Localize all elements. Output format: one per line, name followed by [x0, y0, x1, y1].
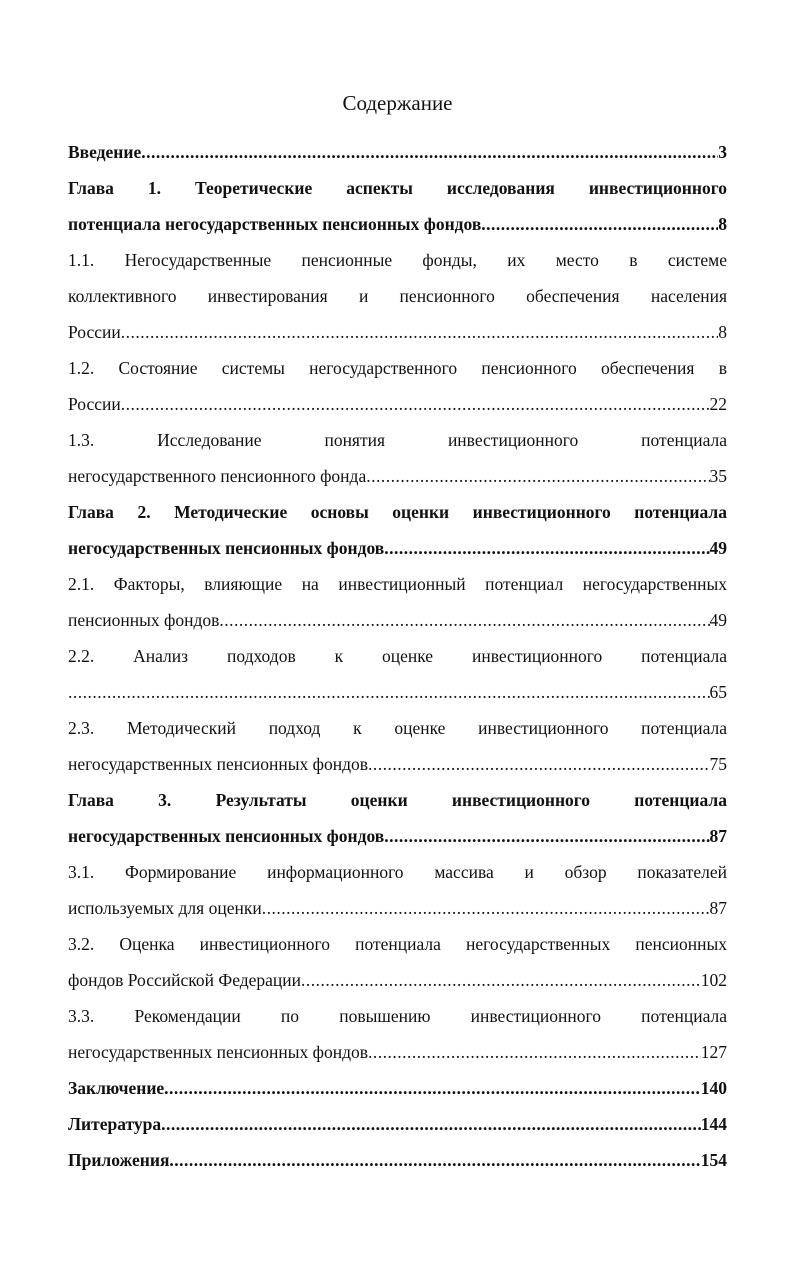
dot-leader [366, 458, 709, 494]
dot-leader [121, 314, 719, 350]
toc-page-number: 144 [700, 1114, 727, 1134]
toc-entry-last-line [68, 602, 727, 638]
toc-page-number: 87 [709, 826, 727, 846]
toc-page-number: 140 [700, 1078, 727, 1098]
toc-entry[interactable] [68, 638, 727, 710]
toc-page-number: 87 [709, 898, 727, 918]
toc-entry-last-line [68, 1070, 727, 1106]
toc-entry[interactable] [68, 134, 727, 170]
dot-leader [262, 890, 710, 926]
toc-entry-line: Глава 3. Результаты оценки инвестиционного потенциала [68, 790, 727, 810]
toc-entry-line: 1.2. Состояние системы негосударственного пенсионного обеспечения в [68, 358, 727, 378]
toc-entry-line: 2.1. Факторы, влияющие на инвестиционный потенциал негосударственных [68, 574, 727, 594]
toc-entry-text: негосударственных пенсионных фондов [68, 538, 385, 558]
toc-entry[interactable] [68, 998, 727, 1070]
dot-leader [481, 206, 718, 242]
toc-entry-line: 1.3. Исследование понятия инвестиционного потенциала [68, 430, 727, 450]
dot-leader [219, 602, 709, 638]
toc-entry-line: 3.3. Рекомендации по повышению инвестиционного потенциала [68, 1006, 727, 1026]
toc-entry-line: 2.3. Методический подход к оценке инвестиционного потенциала [68, 718, 727, 738]
toc-page-number: 102 [700, 970, 727, 990]
toc-entry-line: 3.2. Оценка инвестиционного потенциала негосударственных пенсионных [68, 934, 727, 954]
toc-entry-last-line [68, 1034, 727, 1070]
toc-entry-text: негосударственных пенсионных фондов [68, 754, 368, 774]
toc-entry[interactable] [68, 854, 727, 926]
toc-page-number: 154 [700, 1150, 727, 1170]
toc-entry-last-line [68, 530, 727, 566]
toc-page-number: 127 [700, 1042, 727, 1062]
dot-leader [141, 134, 718, 170]
toc-page-number: 65 [709, 682, 727, 702]
toc-entry-text: России [68, 322, 121, 342]
dot-leader [301, 962, 701, 998]
toc-entry-text: пенсионных фондов [68, 610, 220, 630]
toc-entry[interactable] [68, 710, 727, 782]
toc-entry-last-line [68, 818, 727, 854]
table-of-contents [68, 86, 727, 1178]
dot-leader [164, 1070, 701, 1106]
dot-leader [161, 1106, 701, 1142]
toc-entry-line: Глава 1. Теоретические аспекты исследования инвестиционного [68, 178, 727, 198]
dot-leader [68, 674, 710, 710]
toc-entry-last-line [68, 458, 727, 494]
toc-entry-text: Заключение [68, 1078, 165, 1098]
dot-leader [368, 746, 710, 782]
toc-page-number: 35 [709, 466, 727, 486]
toc-entry-text: потенциала негосударственных пенсионных фондов [68, 214, 482, 234]
toc-entry-last-line [68, 1142, 727, 1178]
dot-leader [169, 1142, 700, 1178]
toc-entry[interactable] [68, 1070, 727, 1106]
toc-entry[interactable] [68, 494, 727, 566]
toc-entry-text: негосударственных пенсионных фондов [68, 1042, 368, 1062]
toc-page-number: 3 [718, 142, 727, 162]
toc-entry[interactable] [68, 782, 727, 854]
dot-leader [384, 530, 709, 566]
toc-entry-last-line [68, 386, 727, 422]
toc-entry[interactable] [68, 422, 727, 494]
toc-entry-last-line [68, 746, 727, 782]
toc-entry-text: негосударственного пенсионного фонда [68, 466, 367, 486]
toc-entry-line: 2.2. Анализ подходов к оценке инвестиционного потенциала [68, 646, 727, 666]
toc-entry-text: фондов Российской Федерации [68, 970, 302, 990]
toc-page-number: 22 [709, 394, 727, 414]
toc-entry-line: 3.1. Формирование информационного массива и обзор показателей [68, 862, 727, 882]
toc-title: Содержание [342, 91, 453, 115]
toc-page-number: 75 [709, 754, 727, 774]
toc-entry-last-line [68, 206, 727, 242]
toc-entry-last-line [68, 134, 727, 170]
toc-entry-text: Литература [68, 1114, 162, 1134]
toc-entry-last-line [68, 674, 727, 710]
toc-entry-last-line [68, 1106, 727, 1142]
toc-entry[interactable] [68, 1142, 727, 1178]
toc-entry-text: используемых для оценки [68, 898, 262, 918]
toc-entry-last-line [68, 890, 727, 926]
toc-entry-text: России [68, 394, 121, 414]
toc-entry[interactable] [68, 926, 727, 998]
toc-entry-last-line [68, 962, 727, 998]
toc-entry-text: Введение [68, 142, 142, 162]
toc-entry-line: коллективного инвестирования и пенсионного обеспечения населения [68, 286, 727, 306]
toc-entry[interactable] [68, 1106, 727, 1142]
dot-leader [121, 386, 710, 422]
toc-entry[interactable] [68, 566, 727, 638]
toc-entry-line: Глава 2. Методические основы оценки инвестиционного потенциала [68, 502, 727, 522]
toc-entry[interactable] [68, 170, 727, 242]
toc-entry-last-line [68, 314, 727, 350]
toc-page-number: 8 [718, 322, 727, 342]
dot-leader [384, 818, 709, 854]
toc-list [68, 134, 727, 1178]
toc-entry-text: негосударственных пенсионных фондов [68, 826, 385, 846]
toc-entry-line: 1.1. Негосударственные пенсионные фонды, их место в системе [68, 250, 727, 270]
toc-page-number: 49 [709, 538, 727, 558]
toc-entry[interactable] [68, 350, 727, 422]
toc-entry-text: Приложения [68, 1150, 170, 1170]
dot-leader [368, 1034, 701, 1070]
toc-page-number: 8 [718, 214, 727, 234]
toc-page-number: 49 [709, 610, 727, 630]
toc-entry[interactable] [68, 242, 727, 350]
